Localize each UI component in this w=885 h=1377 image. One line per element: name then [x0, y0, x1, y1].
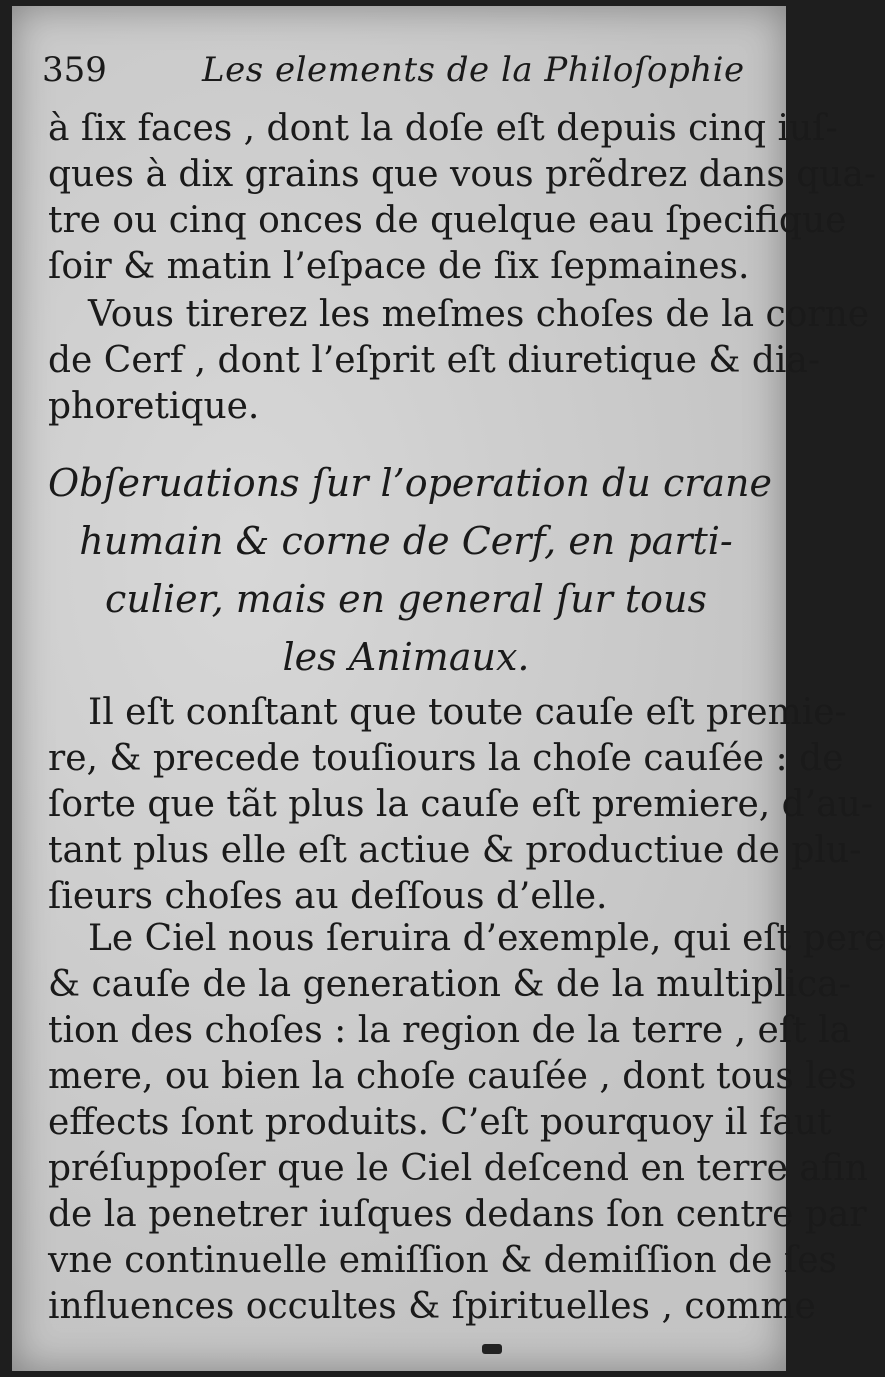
text-line: effects ſont produits. C’eſt pourquoy il faut: [48, 1102, 832, 1143]
text-line: Vous tirerez les meſmes choſes de la corne: [88, 294, 870, 335]
text-line: & cauſe de la generation & de la multiplica-: [48, 964, 851, 1005]
text-line: à ſix faces , dont la doſe eſt depuis cinq iuſ-: [48, 108, 838, 149]
running-title: Les elements de la Philoſophie: [202, 50, 745, 90]
heading-line: les Animaux.: [282, 635, 530, 679]
text-line: Il eſt conſtant que toute cauſe eſt premie-: [88, 692, 847, 733]
text-line: de la penetrer iuſques dedans ſon centre par: [48, 1194, 867, 1235]
text-line: ſoir & matin l’eſpace de ſix ſepmaines.: [48, 246, 750, 287]
heading-line: humain & corne de Cerf, en parti-: [79, 519, 733, 563]
paragraph-corne-de-cerf: [48, 292, 870, 430]
page-header: [42, 50, 762, 100]
text-line: mere, ou bien la choſe cauſée , dont tous les: [48, 1056, 857, 1097]
paragraph-ciel: [48, 916, 885, 1330]
text-line: influences occultes & ſpirituelles , comme: [48, 1286, 816, 1327]
heading-line: culier, mais en general ſur tous: [105, 577, 707, 621]
book-page: [12, 6, 885, 1371]
text-line: préſuppoſer que le Ciel deſcend en terre afin: [48, 1148, 869, 1189]
text-line: phoretique.: [48, 386, 260, 427]
section-heading: [48, 454, 773, 686]
heading-line: Obſeruations ſur l’operation du crane: [48, 461, 773, 505]
text-line: ſieurs choſes au deſſous d’elle.: [48, 876, 608, 917]
text-line: vne continuelle emiſſion & demiſſion de ſes: [48, 1240, 837, 1281]
paragraph-cause: [48, 690, 873, 920]
text-line: re, & precede touſiours la choſe cauſée : de: [48, 738, 844, 779]
text-line: tre ou cinq onces de quelque eau ſpecifique: [48, 200, 847, 241]
text-line: tion des choſes : la region de la terre , eſt la: [48, 1010, 852, 1051]
text-line: de Cerf , dont l’eſprit eſt diuretique & dia-: [48, 340, 821, 381]
text-line: ques à dix grains que vous prẽdrez dans qua-: [48, 154, 877, 195]
text-line: ſorte que tãt plus la cauſe eſt premiere, d’au-: [48, 784, 873, 825]
text-line: Le Ciel nous ſeruira d’exemple, qui eſt pere: [88, 918, 885, 959]
text-line: tant plus elle eſt actiue & productiue de plu-: [48, 830, 862, 871]
catchword-ornament: [482, 1344, 502, 1354]
page-number: 359: [42, 50, 107, 90]
paragraph-continued: [48, 106, 877, 290]
